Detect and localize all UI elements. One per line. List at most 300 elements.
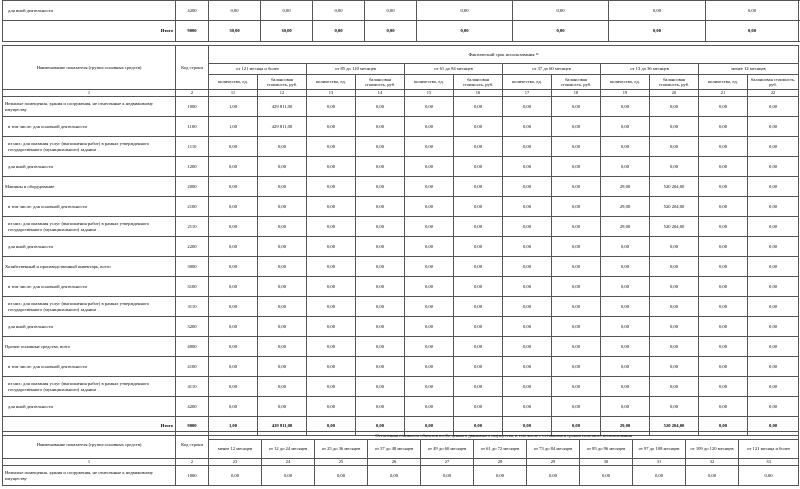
period-header: от 49 до 60 месяцев (421, 440, 474, 459)
value-cell: 0,00 (699, 397, 748, 417)
value-cell: 0,00 (699, 117, 748, 137)
value-cell: 0,00 (748, 297, 799, 317)
cost-header: балансовая стоимость, руб. (356, 75, 405, 90)
value-cell: 29,00 (601, 177, 650, 197)
value-cell: 30,00 (209, 21, 261, 42)
value-cell: 0,00 (454, 277, 503, 297)
table-row (3, 466, 799, 486)
value-cell: 0,00 (748, 117, 799, 137)
value-cell: 0,00 (356, 277, 405, 297)
row-code: 3110 (176, 297, 209, 317)
value-cell: 0,00 (307, 197, 356, 217)
value-cell: 0,00 (454, 337, 503, 357)
value-cell: 0,00 (258, 197, 307, 217)
column-number: 15 (405, 90, 454, 97)
value-cell: 0,00 (307, 217, 356, 237)
value-cell: 0,00 (633, 466, 686, 486)
row-name: из них: для оказания услуг (выполнения работ) в рамках утвержденного государственного (муниципального) задания (3, 377, 176, 397)
value-cell: 0,00 (209, 297, 258, 317)
value-cell: 0,00 (739, 466, 799, 486)
value-cell: 0,00 (699, 377, 748, 397)
residual-value-table (2, 431, 799, 486)
value-cell: 0,00 (650, 337, 699, 357)
row-name: Нежилые помещения, здания и сооружения, не отнесенные к недвижимому имуществу (3, 97, 176, 117)
value-cell: 520 204,00 (650, 417, 699, 436)
value-cell: 0,00 (258, 177, 307, 197)
row-name: в том числе: для основной деятельности (3, 277, 176, 297)
value-cell: 0,00 (258, 357, 307, 377)
table-row (3, 117, 799, 137)
table-row (3, 277, 799, 297)
row-code: 1110 (176, 137, 209, 157)
value-cell: 0,00 (650, 257, 699, 277)
period-header: от 85 до 120 месяцев (307, 64, 405, 75)
value-cell: 0,00 (503, 297, 552, 317)
value-cell: 0,00 (356, 337, 405, 357)
name-header: Наименование показателя (группа основных средств) (3, 432, 176, 459)
value-cell: 0,00 (503, 217, 552, 237)
row-name: в том числе: для основной деятельности (3, 357, 176, 377)
value-cell: 0,00 (258, 397, 307, 417)
period-header: от 97 до 108 месяцев (633, 440, 686, 459)
value-cell: 0,00 (503, 157, 552, 177)
qty-header: количество, ед. (503, 75, 552, 90)
column-number: 29 (527, 459, 580, 466)
value-cell: 0,00 (405, 277, 454, 297)
value-cell: 0,00 (356, 257, 405, 277)
value-cell: 0,00 (552, 377, 601, 397)
value-cell: 0,00 (356, 237, 405, 257)
row-code: 4200 (176, 1, 209, 21)
value-cell: 0,00 (365, 1, 417, 21)
value-cell: 0,00 (405, 97, 454, 117)
value-cell: 429 811,00 (258, 417, 307, 436)
value-cell: 0,00 (454, 397, 503, 417)
period-header: от 109 до 120 месяцев (686, 440, 739, 459)
value-cell: 0,00 (552, 317, 601, 337)
value-cell: 429 811,00 (258, 117, 307, 137)
table-row (3, 197, 799, 217)
value-cell: 0,00 (405, 217, 454, 237)
value-cell: 0,00 (405, 197, 454, 217)
value-cell: 0,00 (601, 257, 650, 277)
value-cell: 1,00 (209, 97, 258, 117)
value-cell: 0,00 (699, 357, 748, 377)
value-cell: 0,00 (258, 297, 307, 317)
value-cell: 0,00 (454, 137, 503, 157)
value-cell: 0,00 (307, 277, 356, 297)
value-cell: 0,00 (650, 277, 699, 297)
value-cell: 0,00 (405, 117, 454, 137)
value-cell: 0,00 (601, 137, 650, 157)
row-code: 3000 (176, 257, 209, 277)
qty-header: количество, ед. (209, 75, 258, 90)
value-cell: 0,00 (405, 137, 454, 157)
value-cell: 0,00 (552, 177, 601, 197)
value-cell: 0,00 (209, 197, 258, 217)
name-header: Наименование показателя (группа основных средств) (3, 46, 176, 90)
value-cell: 0,00 (209, 177, 258, 197)
row-name: Итого (3, 21, 176, 42)
value-cell: 0,00 (503, 97, 552, 117)
table-row (3, 97, 799, 117)
value-cell: 0,00 (307, 97, 356, 117)
cost-header: балансовая стоимость, руб. (552, 75, 601, 90)
row-code: 9000 (176, 417, 209, 436)
actual-life-header: Фактический срок использования ¹⁶ (209, 46, 799, 64)
row-name: из них: для оказания услуг (выполнения работ) в рамках утвержденного государственного (муниципального) задания (3, 217, 176, 237)
column-number: 31 (633, 459, 686, 466)
row-code: 4000 (176, 337, 209, 357)
value-cell: 0,00 (258, 257, 307, 277)
value-cell: 0,00 (699, 337, 748, 357)
value-cell: 0,00 (503, 177, 552, 197)
period-header: от 13 до 36 месяцев (601, 64, 699, 75)
row-code: 3100 (176, 277, 209, 297)
value-cell: 0,00 (748, 357, 799, 377)
column-number: 26 (368, 459, 421, 466)
value-cell: 0,00 (261, 1, 313, 21)
column-number: 13 (307, 90, 356, 97)
value-cell: 0,00 (356, 137, 405, 157)
value-cell: 0,00 (699, 317, 748, 337)
column-number: 12 (258, 90, 307, 97)
value-cell: 0,00 (552, 197, 601, 217)
value-cell: 0,00 (650, 157, 699, 177)
value-cell: 0,00 (650, 357, 699, 377)
column-number: 21 (699, 90, 748, 97)
row-name: Прочие основные средства, всего (3, 337, 176, 357)
value-cell: 0,00 (307, 257, 356, 277)
value-cell: 0,00 (307, 357, 356, 377)
value-cell: 0,00 (356, 177, 405, 197)
row-code: 4100 (176, 357, 209, 377)
row-name: из них: для оказания услуг (выполнения работ) в рамках утвержденного государственного (муниципального) задания (3, 137, 176, 157)
value-cell: 0,00 (706, 21, 799, 42)
value-cell: 0,00 (307, 177, 356, 197)
period-header: от 121 месяца и более (739, 440, 799, 459)
value-cell: 0,00 (307, 157, 356, 177)
value-cell: 0,00 (209, 377, 258, 397)
value-cell: 0,00 (609, 21, 706, 42)
value-cell: 0,00 (552, 217, 601, 237)
cost-header: балансовая стоимость, руб. (454, 75, 503, 90)
value-cell: 0,00 (454, 297, 503, 317)
value-cell: 0,00 (699, 217, 748, 237)
row-name: из них: для оказания услуг (выполнения работ) в рамках утвержденного государственного (муниципального) задания (3, 297, 176, 317)
value-cell: 0,00 (307, 317, 356, 337)
table-row (3, 317, 799, 337)
value-cell: 0,00 (503, 257, 552, 277)
value-cell: 29,00 (601, 217, 650, 237)
column-number: 32 (686, 459, 739, 466)
value-cell: 0,00 (356, 317, 405, 337)
period-header: от 61 до 72 месяцев (474, 440, 527, 459)
value-cell: 0,00 (454, 117, 503, 137)
value-cell: 0,00 (356, 157, 405, 177)
value-cell: 0,00 (405, 417, 454, 436)
value-cell: 0,00 (454, 237, 503, 257)
value-cell: 429 811,00 (258, 97, 307, 117)
column-number: 23 (209, 459, 262, 466)
period-header: от 37 до 60 месяцев (503, 64, 601, 75)
row-code: 9000 (176, 21, 209, 42)
row-code: 4110 (176, 377, 209, 397)
column-number: 20 (650, 90, 699, 97)
value-cell: 0,00 (313, 21, 365, 42)
value-cell: 0,00 (356, 217, 405, 237)
value-cell: 0,00 (356, 357, 405, 377)
value-cell: 0,00 (405, 157, 454, 177)
value-cell: 0,00 (706, 1, 799, 21)
value-cell: 0,00 (699, 237, 748, 257)
value-cell: 0,00 (601, 357, 650, 377)
residual-value-header: Остаточная стоимость объектов особо ценного движимого имущества, в том числе с оставшимся сроком полезного использования (209, 432, 799, 440)
value-cell: 0,00 (356, 197, 405, 217)
value-cell: 0,00 (699, 277, 748, 297)
column-number: 33 (739, 459, 799, 466)
value-cell: 0,00 (503, 317, 552, 337)
value-cell: 1,00 (209, 117, 258, 137)
table-row (3, 177, 799, 197)
value-cell: 0,00 (748, 177, 799, 197)
row-name: для иной деятельности (3, 1, 176, 21)
value-cell: 0,00 (699, 177, 748, 197)
value-cell: 0,00 (258, 237, 307, 257)
value-cell: 0,00 (307, 117, 356, 137)
value-cell: 0,00 (552, 397, 601, 417)
value-cell: 0,00 (368, 466, 421, 486)
row-code: 1000 (176, 97, 209, 117)
value-cell: 0,00 (748, 377, 799, 397)
value-cell: 0,00 (454, 217, 503, 237)
cost-header: балансовая стоимость, руб. (258, 75, 307, 90)
table-row (3, 297, 799, 317)
value-cell: 0,00 (503, 197, 552, 217)
useful-life-table (2, 45, 799, 436)
value-cell: 0,00 (601, 297, 650, 317)
value-cell: 0,00 (552, 157, 601, 177)
value-cell: 0,00 (552, 117, 601, 137)
value-cell: 0,00 (209, 137, 258, 157)
value-cell: 0,00 (209, 466, 262, 486)
column-number: 24 (262, 459, 315, 466)
value-cell: 0,00 (748, 237, 799, 257)
value-cell: 0,00 (356, 397, 405, 417)
period-header: от 25 до 36 месяцев (315, 440, 368, 459)
qty-header: количество, ед. (307, 75, 356, 90)
value-cell: 0,00 (405, 397, 454, 417)
qty-header: количество, ед. (405, 75, 454, 90)
period-header: менее 12 месяцев (209, 440, 262, 459)
row-code: 4200 (176, 397, 209, 417)
column-number: 1 (3, 90, 176, 97)
value-cell: 0,00 (552, 337, 601, 357)
value-cell: 0,00 (454, 257, 503, 277)
value-cell: 0,00 (503, 137, 552, 157)
value-cell: 0,00 (258, 217, 307, 237)
value-cell: 0,00 (601, 237, 650, 257)
value-cell: 0,00 (552, 237, 601, 257)
value-cell: 0,00 (454, 157, 503, 177)
value-cell: 0,00 (748, 397, 799, 417)
qty-header: количество, ед. (699, 75, 748, 90)
value-cell: 0,00 (527, 466, 580, 486)
value-cell: 0,00 (209, 397, 258, 417)
value-cell: 0,00 (405, 177, 454, 197)
value-cell: 0,00 (699, 157, 748, 177)
column-number: 16 (454, 90, 503, 97)
value-cell: 0,00 (503, 237, 552, 257)
value-cell: 0,00 (258, 157, 307, 177)
value-cell: 0,00 (356, 97, 405, 117)
value-cell: 0,00 (748, 317, 799, 337)
column-number: 30 (580, 459, 633, 466)
row-name: для иной деятельности (3, 317, 176, 337)
value-cell: 0,00 (454, 357, 503, 377)
value-cell: 0,00 (258, 277, 307, 297)
value-cell: 0,00 (650, 97, 699, 117)
row-code: 1100 (176, 117, 209, 137)
value-cell: 0,00 (421, 466, 474, 486)
period-header: от 37 до 48 месяцев (368, 440, 421, 459)
value-cell: 0,00 (699, 297, 748, 317)
value-cell: 1,00 (209, 417, 258, 436)
column-number: 2 (176, 90, 209, 97)
code-header: Код строки (176, 432, 209, 459)
value-cell: 0,00 (417, 21, 513, 42)
row-code: 2000 (176, 177, 209, 197)
value-cell: 520 204,00 (650, 197, 699, 217)
value-cell: 0,00 (686, 466, 739, 486)
row-code: 1000 (176, 466, 209, 486)
table-row (3, 217, 799, 237)
value-cell: 0,00 (552, 297, 601, 317)
value-cell: 0,00 (454, 417, 503, 436)
period-header: от 61 до 84 месяцев (405, 64, 503, 75)
value-cell: 0,00 (748, 257, 799, 277)
value-cell: 0,00 (405, 357, 454, 377)
period-header: от 73 до 84 месяцев (527, 440, 580, 459)
value-cell: 0,00 (513, 21, 609, 42)
value-cell: 0,00 (405, 257, 454, 277)
value-cell: 0,00 (503, 377, 552, 397)
value-cell: 0,00 (405, 377, 454, 397)
value-cell: 0,00 (258, 377, 307, 397)
table-row (3, 237, 799, 257)
value-cell: 0,00 (454, 177, 503, 197)
column-number: 27 (421, 459, 474, 466)
table-row (3, 357, 799, 377)
value-cell: 0,00 (454, 97, 503, 117)
value-cell: 0,00 (503, 117, 552, 137)
value-cell: 0,00 (307, 397, 356, 417)
value-cell: 0,00 (356, 417, 405, 436)
value-cell: 0,00 (580, 466, 633, 486)
qty-header: количество, ед. (601, 75, 650, 90)
value-cell: 0,00 (601, 117, 650, 137)
value-cell: 0,00 (552, 277, 601, 297)
value-cell: 0,00 (209, 217, 258, 237)
value-cell: 0,00 (454, 197, 503, 217)
value-cell: 0,00 (209, 1, 261, 21)
value-cell: 0,00 (209, 277, 258, 297)
column-number: 22 (748, 90, 799, 97)
value-cell: 0,00 (699, 257, 748, 277)
value-cell: 0,00 (405, 337, 454, 357)
value-cell: 0,00 (699, 197, 748, 217)
value-cell: 0,00 (405, 317, 454, 337)
value-cell: 0,00 (699, 97, 748, 117)
row-name: Нежилые помещения, здания и сооружения, не отнесенные к недвижимому имуществу (3, 466, 176, 486)
value-cell: 0,00 (748, 97, 799, 117)
value-cell: 0,00 (601, 377, 650, 397)
value-cell: 0,00 (650, 377, 699, 397)
value-cell: 0,00 (209, 357, 258, 377)
value-cell: 0,00 (503, 397, 552, 417)
row-code: 3200 (176, 317, 209, 337)
value-cell: 0,00 (748, 417, 799, 436)
value-cell: 0,00 (601, 277, 650, 297)
value-cell: 0,00 (503, 417, 552, 436)
value-cell: 0,00 (258, 337, 307, 357)
value-cell: 0,00 (513, 1, 609, 21)
value-cell: 29,00 (601, 197, 650, 217)
value-cell: 0,00 (699, 417, 748, 436)
row-name: Хозяйственный и производственный инвентарь, всего (3, 257, 176, 277)
value-cell: 0,00 (650, 137, 699, 157)
row-name: для иной деятельности (3, 397, 176, 417)
cost-header: балансовая стоимость, руб. (650, 75, 699, 90)
value-cell: 29,00 (601, 417, 650, 436)
row-name: в том числе: для основной деятельности (3, 197, 176, 217)
table-row (3, 377, 799, 397)
value-cell: 0,00 (405, 237, 454, 257)
value-cell: 0,00 (405, 297, 454, 317)
value-cell: 0,00 (748, 137, 799, 157)
value-cell: 0,00 (650, 397, 699, 417)
value-cell: 0,00 (503, 277, 552, 297)
value-cell: 0,00 (454, 317, 503, 337)
value-cell: 0,00 (748, 197, 799, 217)
row-code: 2100 (176, 197, 209, 217)
column-number: 1 (3, 459, 176, 466)
row-name: для иной деятельности (3, 157, 176, 177)
table-row (3, 157, 799, 177)
value-cell: 0,00 (650, 317, 699, 337)
row-code: 2200 (176, 237, 209, 257)
column-number: 14 (356, 90, 405, 97)
value-cell: 520 204,00 (650, 177, 699, 197)
value-cell: 0,00 (315, 466, 368, 486)
column-number: 19 (601, 90, 650, 97)
value-cell: 0,00 (307, 297, 356, 317)
value-cell: 0,00 (356, 377, 405, 397)
value-cell: 0,00 (307, 337, 356, 357)
value-cell: 0,00 (365, 21, 417, 42)
column-number: 28 (474, 459, 527, 466)
value-cell: 0,00 (454, 377, 503, 397)
value-cell: 0,00 (307, 137, 356, 157)
cost-header: балансовая стоимость, руб. (748, 75, 799, 90)
period-header: от 85 до 96 месяцев (580, 440, 633, 459)
table-row (3, 337, 799, 357)
period-header: от 12 до 24 месяцев (262, 440, 315, 459)
value-cell: 0,00 (650, 297, 699, 317)
row-name: в том числе: для основной деятельности (3, 117, 176, 137)
value-cell: 0,00 (601, 97, 650, 117)
period-header: от 121 месяца и более (209, 64, 307, 75)
